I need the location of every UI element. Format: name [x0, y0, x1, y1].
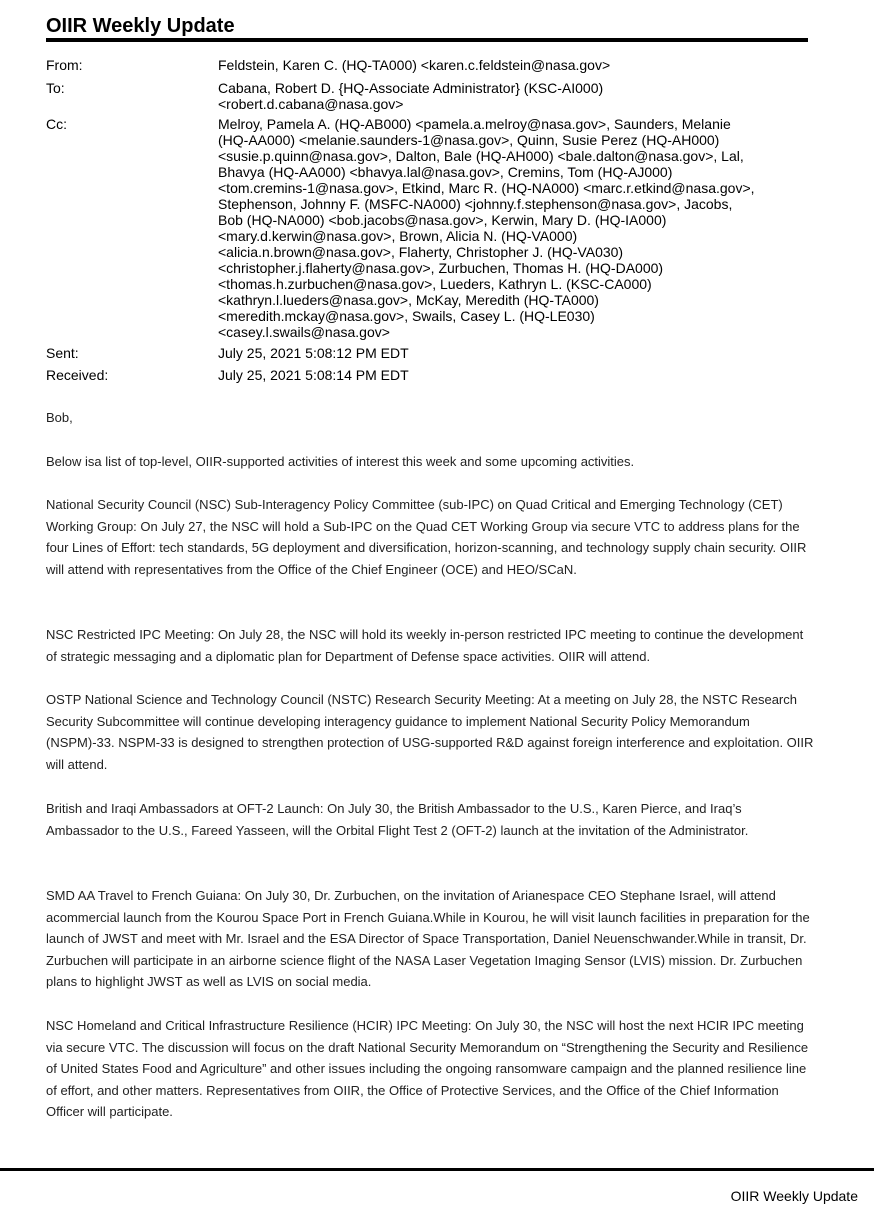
- cc-line: <thomas.h.zurbuchen@nasa.gov>, Lueders, Kathryn L. (KSC-CA000): [218, 276, 652, 292]
- cc-line: <kathryn.l.lueders@nasa.gov>, McKay, Meredith (HQ-TA000): [218, 292, 599, 308]
- cc-line: <meredith.mckay@nasa.gov>, Swails, Casey L. (HQ-LE030): [218, 308, 595, 324]
- from-label: From:: [46, 57, 83, 73]
- sent-text: July 25, 2021 5:08:12 PM EDT: [218, 345, 409, 361]
- footer-divider: [0, 1168, 874, 1171]
- from-text: Feldstein, Karen C. (HQ-TA000) <karen.c.feldstein@nasa.gov>: [218, 57, 611, 73]
- received-value: [218, 367, 818, 383]
- cc-line: <tom.cremins-1@nasa.gov>, Etkind, Marc R. (HQ-NA000) <marc.r.etkind@nasa.gov>,: [218, 180, 755, 196]
- paragraph-quad-cet: National Security Council (NSC) Sub-Interagency Policy Committee (sub-IPC) on Quad Critical and Emerging Technology (CET) Working Group: On July 27, the NSC will hold a Sub-IPC on the Quad CET Working Group via secure VTC to address plans for the four Lines of Effort: tech standards, 5G deployment and diversification, horizon-scanning, and technology supply chain security. OIIR will attend with representatives from the Office of the Chief Engineer (OCE) and HEO/SCaN.: [46, 497, 807, 577]
- cc-value: [218, 116, 818, 340]
- cc-line: Bhavya (HQ-AA000) <bhavya.lal@nasa.gov>, Cremins, Tom (HQ-AJ000): [218, 164, 673, 180]
- paragraph-nstc-research-security: OSTP National Science and Technology Council (NSTC) Research Security Meeting: At a meeting on July 28, the NSTC Research Security Subcommittee will continue developing interagency guidance to implement National Security Policy Memorandum (NSPM)-33. NSPM-33 is designed to strengthen protection of USG-supported R&D against foreign interference and exploitation. OIIR will attend.: [46, 692, 814, 772]
- sent-value: [218, 345, 818, 361]
- cc-line: <susie.p.quinn@nasa.gov>, Dalton, Bale (HQ-AH000) <bale.dalton@nasa.gov>, Lal,: [218, 148, 744, 164]
- to-label: To:: [46, 80, 65, 96]
- greeting: Bob,: [46, 410, 73, 425]
- to-line: <robert.d.cabana@nasa.gov>: [218, 96, 404, 112]
- cc-line: <casey.l.swails@nasa.gov>: [218, 324, 390, 340]
- cc-line: (HQ-AA000) <melanie.saunders-1@nasa.gov>, Quinn, Susie Perez (HQ-AH000): [218, 132, 720, 148]
- paragraph-restricted-ipc: NSC Restricted IPC Meeting: On July 28, the NSC will hold its weekly in-person restricted IPC meeting to continue the development of strategic messaging and a diplomatic plan for Department of Defense space activities. OIIR will attend.: [46, 627, 804, 664]
- cc-line: Bob (HQ-NA000) <bob.jacobs@nasa.gov>, Kerwin, Mary D. (HQ-IA000): [218, 212, 667, 228]
- sent-label: Sent:: [46, 345, 79, 361]
- page-title: OIIR Weekly Update: [46, 15, 235, 37]
- title-divider: [46, 38, 808, 42]
- intro-paragraph: Below isa list of top-level, OIIR-supported activities of interest this week and some upcoming activities.: [46, 454, 635, 469]
- cc-label: Cc:: [46, 116, 67, 132]
- received-text: July 25, 2021 5:08:14 PM EDT: [218, 367, 409, 383]
- footer-label: OIIR Weekly Update: [730, 1188, 858, 1204]
- cc-line: <mary.d.kerwin@nasa.gov>, Brown, Alicia N. (HQ-VA000): [218, 228, 578, 244]
- paragraph-hcir-ipc: NSC Homeland and Critical Infrastructure Resilience (HCIR) IPC Meeting: On July 30, the NSC will host the next HCIR IPC meeting via secure VTC. The discussion will focus on the draft National Security Memorandum on “Strengthening the Security and Resilience of United States Food and Agriculture” and other issues including the ongoing ransomware campaign and the planned resilience line of effort, and other matters. Representatives from OIIR, the Office of Protective Services, and the Office of the Chief Information Officer will participate.: [46, 1018, 809, 1120]
- paragraph-french-guiana-travel: SMD AA Travel to French Guiana: On July 30, Dr. Zurbuchen, on the invitation of Arianespace CEO Stephane Israel, will attend acommercial launch from the Kourou Space Port in French Guiana.While in Kourou, he will visit launch facilities in preparation for the launch of JWST and meet with Mr. Israel and the ESA Director of Space Transportation, Daniel Neuenschwander.While in transit, Dr. Zurbuchen will participate in an airborne science flight of the NASA Laser Vegetation Imaging Sensor (LVIS) mission. Dr. Zurbuchen plans to highlight JWST as well as LVIS on social media.: [46, 888, 810, 990]
- to-line: Cabana, Robert D. {HQ-Associate Administrator} (KSC-AI000): [218, 80, 604, 96]
- paragraph-oft2-ambassadors: British and Iraqi Ambassadors at OFT-2 Launch: On July 30, the British Ambassador to the U.S., Karen Pierce, and Iraq’s Ambassador to the U.S., Fareed Yasseen, will the Orbital Flight Test 2 (OFT-2) launch at the invitation of the Administrator.: [46, 801, 749, 838]
- received-label: Received:: [46, 367, 109, 383]
- cc-line: <christopher.j.flaherty@nasa.gov>, Zurbuchen, Thomas H. (HQ-DA000): [218, 260, 664, 276]
- cc-line: <alicia.n.brown@nasa.gov>, Flaherty, Christopher J. (HQ-VA030): [218, 244, 624, 260]
- cc-line: Stephenson, Johnny F. (MSFC-NA000) <johnny.f.stephenson@nasa.gov>, Jacobs,: [218, 196, 733, 212]
- cc-line: Melroy, Pamela A. (HQ-AB000) <pamela.a.melroy@nasa.gov>, Saunders, Melanie: [218, 116, 731, 132]
- to-value: [218, 80, 818, 112]
- from-value: [218, 57, 818, 73]
